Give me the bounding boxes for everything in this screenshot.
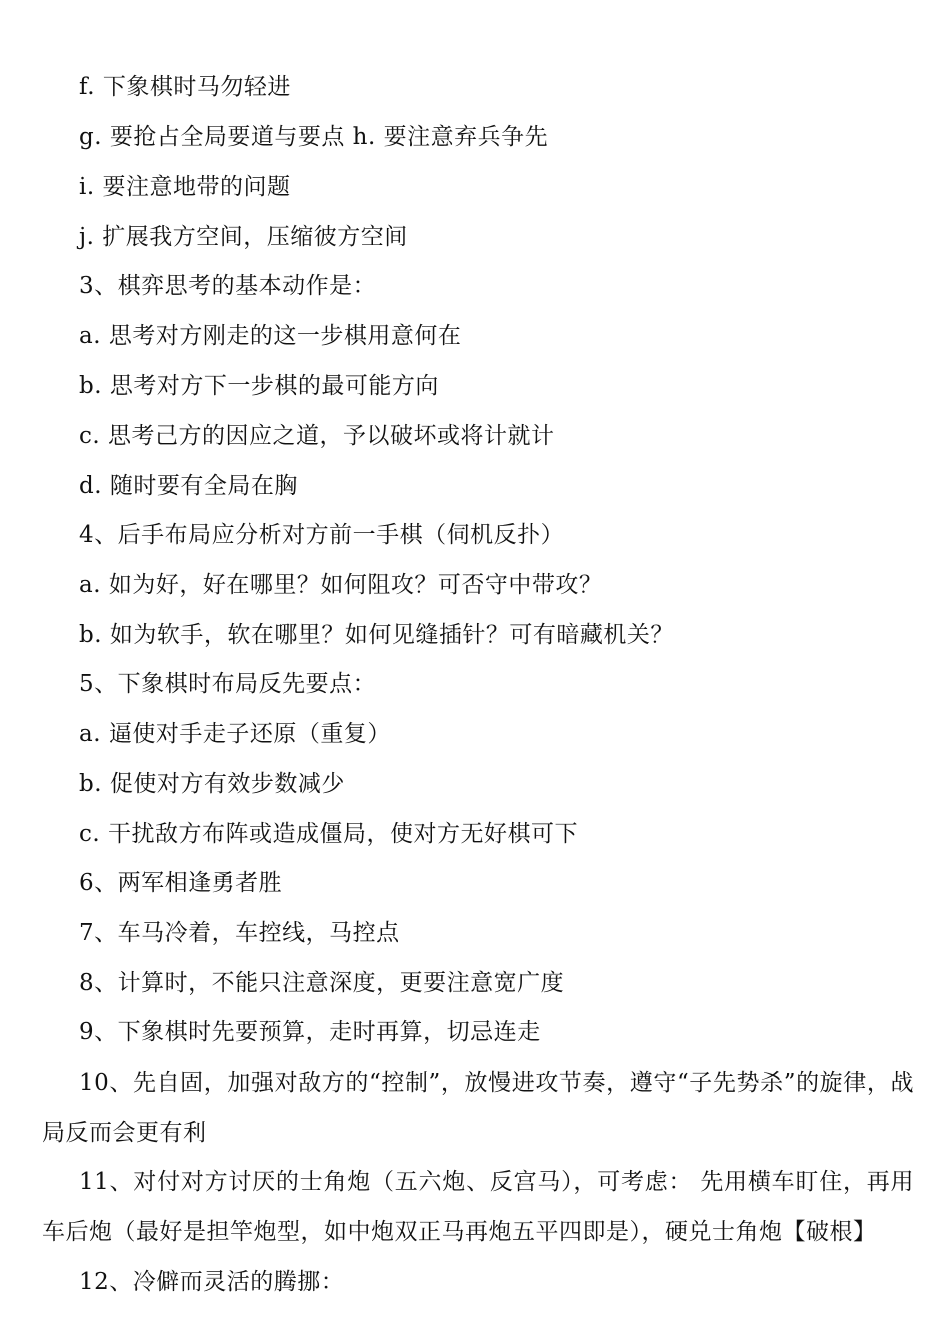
list-item-3a: a. 思考对方刚走的这一步棋用意何在 bbox=[79, 323, 462, 349]
list-item-f: f. 下象棋时马勿轻进 bbox=[79, 74, 291, 100]
list-item-3d: d. 随时要有全局在胸 bbox=[79, 473, 298, 499]
list-item-5a: a. 逼使对手走子还原（重复） bbox=[79, 721, 391, 747]
section-heading-6: 6、两军相逢勇者胜 bbox=[79, 870, 283, 896]
list-item-5b: b. 促使对方有效步数减少 bbox=[79, 771, 345, 797]
list-item-i: i. 要注意地带的问题 bbox=[79, 174, 291, 200]
paragraph-12: 12、冷僻而灵活的腾挪： bbox=[79, 1269, 345, 1295]
section-heading-8: 8、计算时，不能只注意深度，更要注意宽广度 bbox=[79, 970, 565, 996]
paragraph-11: 11、对付对方讨厌的士角炮（五六炮、反宫马），可考虑： 先用横车盯住，再用车后炮（最好是担竿炮型，如中炮双正马再炮五平四即是），硬兑士角炮【破根】 bbox=[42, 1169, 914, 1245]
section-heading-9: 9、下象棋时先要预算，走时再算，切忌连走 bbox=[79, 1019, 541, 1045]
section-heading-7: 7、车马冷着，车控线，马控点 bbox=[79, 920, 400, 946]
list-item-g-h: g. 要抢占全局要道与要点 h. 要注意弃兵争先 bbox=[79, 124, 549, 150]
list-item-4b: b. 如为软手，软在哪里？如何见缝插针？可有暗藏机关？ bbox=[79, 622, 674, 648]
section-heading-4: 4、后手布局应分析对方前一手棋（伺机反扑） bbox=[79, 522, 565, 548]
section-heading-5: 5、下象棋时布局反先要点： bbox=[79, 671, 377, 697]
list-item-5c: c. 干扰敌方布阵或造成僵局，使对方无好棋可下 bbox=[79, 821, 579, 847]
section-heading-3: 3、棋弈思考的基本动作是： bbox=[79, 273, 377, 299]
paragraph-10: 10、先自固，加强对敌方的“控制”，放慢进攻节奏，遵守“子先势杀”的旋律，战局反而会更有利 bbox=[42, 1070, 914, 1146]
list-item-j: j. 扩展我方空间，压缩彼方空间 bbox=[79, 224, 408, 250]
list-item-3c: c. 思考己方的因应之道，予以破坏或将计就计 bbox=[79, 423, 555, 449]
list-item-4a: a. 如为好，好在哪里？如何阻攻？可否守中带攻？ bbox=[79, 572, 603, 598]
list-item-3b: b. 思考对方下一步棋的最可能方向 bbox=[79, 373, 439, 399]
